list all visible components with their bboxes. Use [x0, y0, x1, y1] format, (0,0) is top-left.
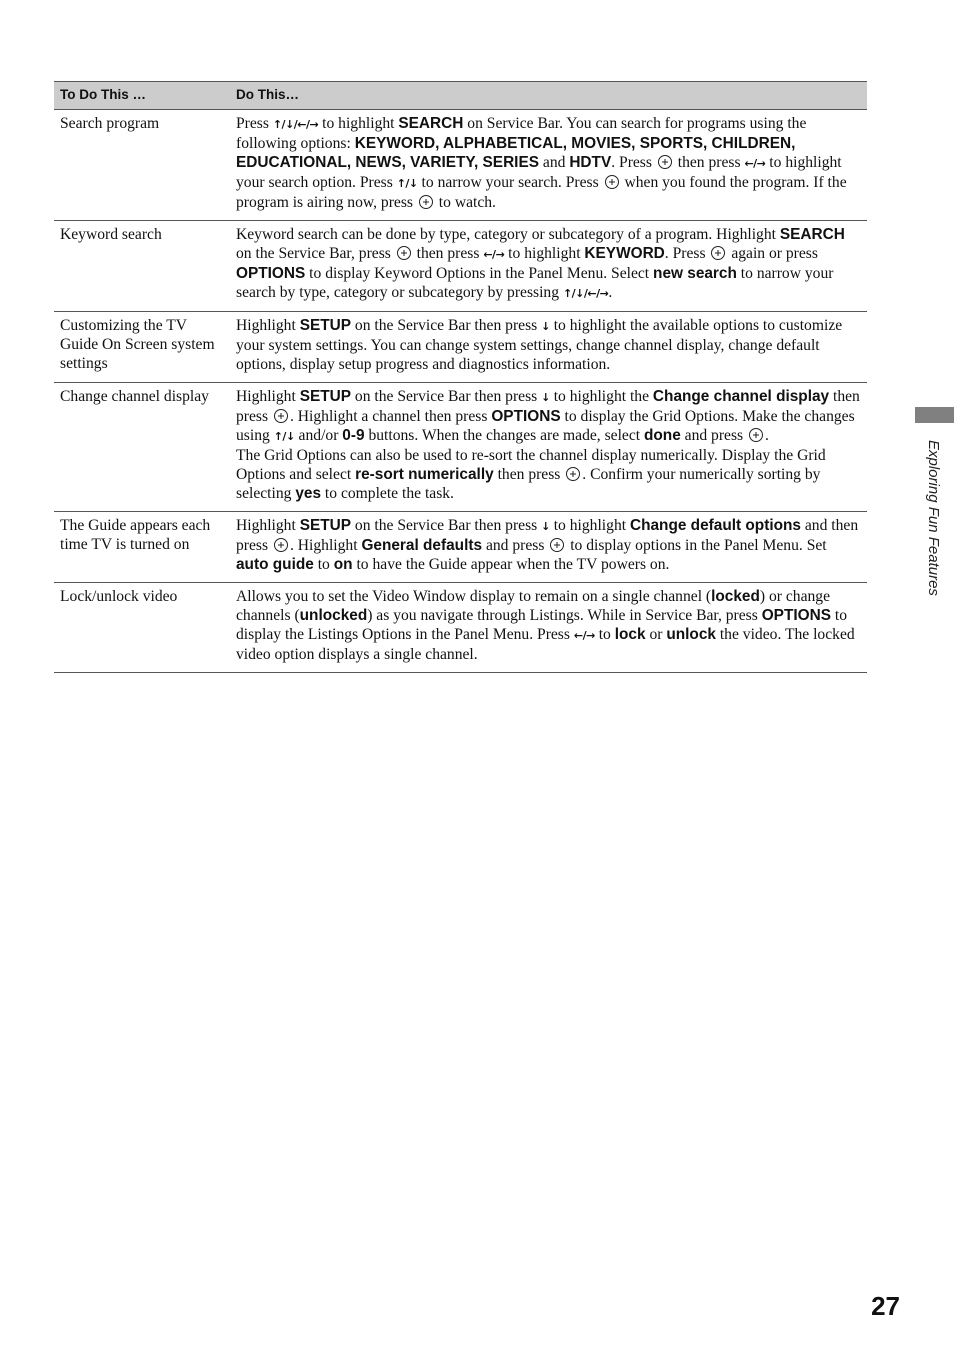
enter-button-icon [658, 155, 672, 169]
instruction-text: then press [412, 245, 484, 262]
instruction-text: then press [673, 154, 745, 171]
keyword-label: lock [614, 626, 646, 643]
table-body [54, 110, 867, 673]
instruction-text: Allows you to set the Video Window display to remain on a single channel ( [236, 588, 712, 605]
enter-button-icon [397, 246, 411, 260]
instruction-text: to narrow your search by type, category or subcategory by pressing [236, 265, 834, 301]
instruction-text: on the Service Bar, press [236, 245, 395, 262]
keyword-label: re-sort numerically [355, 466, 494, 483]
instruction-text: . Confirm your numerically sorting by selecting [236, 466, 821, 502]
instruction-text: to complete the task. [321, 485, 454, 502]
instruction-text: to narrow your search. Press [417, 174, 603, 191]
instruction-text: to display Keyword Options in the Panel Menu. Select [305, 265, 654, 282]
instruction-text: Highlight [236, 388, 300, 405]
instruction-text: on Service Bar. You can search for programs using the following options: [236, 115, 807, 152]
arrow-buttons-icon: ↑/↓/←/→ [272, 118, 319, 131]
instruction-text: to highlight the available options to customize your system settings. You can change system settings, change channel display, change default options, display setup progress and diagnostics information. [236, 317, 843, 373]
table-row [54, 221, 867, 312]
row-instructions [230, 383, 867, 512]
keyword-label: 0-9 [342, 427, 365, 444]
instruction-text: when you found the program. If the program is airing now, press [236, 174, 847, 211]
enter-button-icon [550, 538, 564, 552]
table-header [54, 82, 867, 110]
instruction-text: and press [482, 537, 549, 554]
keyword-label: auto guide [236, 556, 314, 573]
instruction-text: . Highlight [289, 537, 362, 554]
arrow-buttons-icon: ↑/↓ [396, 177, 418, 190]
instruction-text: to highlight [504, 245, 585, 262]
instruction-text: on the Service Bar then press [351, 517, 542, 534]
enter-button-icon [605, 175, 619, 189]
arrow-buttons-icon: ↑/↓ [273, 430, 295, 443]
keyword-label: OPTIONS [491, 408, 561, 425]
row-instructions [230, 583, 867, 673]
section-side-label-text: Exploring Fun Features [925, 440, 942, 596]
enter-button-icon [274, 538, 288, 552]
instruction-text: . Highlight a channel then press [289, 408, 492, 425]
row-task: Keyword search [54, 221, 230, 312]
instruction-text: ) or change channels ( [236, 588, 831, 624]
arrow-buttons-icon: ↓ [541, 320, 550, 333]
instruction-text: to highlight your search option. Press [236, 154, 842, 191]
arrow-buttons-icon: ←/→ [483, 248, 505, 261]
arrow-buttons-icon: ←/→ [744, 157, 766, 170]
instruction-text: . [608, 284, 613, 301]
instruction-text: or [645, 626, 667, 643]
keyword-label: OPTIONS [761, 607, 831, 624]
arrow-buttons-icon: ↓ [541, 520, 550, 533]
instruction-text: . Press [611, 154, 656, 171]
keyword-label: done [643, 427, 681, 444]
enter-button-icon [566, 467, 580, 481]
instruction-text: to display the Grid Options. Make the changes using [236, 408, 855, 444]
table-row [54, 312, 867, 383]
enter-button-icon [419, 195, 433, 209]
keyword-label: KEYWORD [584, 245, 665, 262]
instruction-text: The Grid Options can also be used to re-sort the channel display numerically. Display the Grid Options and select [236, 447, 826, 483]
keyword-label: unlocked [299, 607, 368, 624]
row-instructions [230, 312, 867, 383]
instruction-text: again or press [727, 245, 818, 262]
header-to-do-this: To Do This … [54, 82, 230, 110]
instruction-text: Highlight [236, 517, 300, 534]
row-task: Change channel display [54, 383, 230, 512]
arrow-buttons-icon: ←/→ [573, 629, 595, 642]
enter-button-icon [711, 246, 725, 260]
table-row [54, 583, 867, 673]
instruction-text: to [313, 556, 334, 573]
arrow-buttons-icon: ↑/↓/←/→ [562, 287, 609, 300]
keyword-label: Change channel display [652, 388, 830, 405]
arrow-buttons-icon: ↓ [541, 391, 550, 404]
table-row [54, 512, 867, 583]
instruction-text: on the Service Bar then press [351, 388, 542, 405]
instruction-text: and [539, 154, 570, 171]
row-instructions [230, 512, 867, 583]
section-tab-marker [915, 407, 954, 423]
keyword-label: SEARCH [779, 226, 845, 243]
keyword-label: KEYWORD, ALPHABETICAL, MOVIES, SPORTS, CHILDREN, EDUCATIONAL, NEWS, VARIETY, SERIES [236, 135, 796, 171]
keyword-label: locked [711, 588, 760, 605]
table-header-row [54, 82, 867, 110]
row-instructions [230, 221, 867, 312]
instruction-text: . [765, 427, 769, 444]
instruction-text: the video. The locked video option displays a single channel. [236, 626, 855, 663]
enter-button-icon [749, 428, 763, 442]
keyword-label: OPTIONS [236, 265, 306, 282]
row-task: Search program [54, 110, 230, 221]
enter-button-icon [274, 409, 288, 423]
keyword-label: HDTV [569, 154, 612, 171]
instructions-table [54, 81, 867, 673]
instruction-text: and then press [236, 517, 859, 554]
instruction-text: to display options in the Panel Menu. Set [566, 537, 827, 554]
instruction-text: . Press [664, 245, 710, 262]
instruction-text: and/or [294, 427, 343, 444]
instruction-text: then press [493, 466, 565, 483]
instruction-text: to display the Listings Options in the Panel Menu. Press [236, 607, 847, 643]
keyword-label: Change default options [629, 517, 801, 534]
keyword-label: SEARCH [398, 115, 464, 132]
instruction-text: Keyword search can be done by type, category or subcategory of a program. Highlight [236, 226, 780, 243]
row-task: Lock/unlock video [54, 583, 230, 673]
keyword-label: SETUP [299, 317, 351, 334]
instruction-text: to have the Guide appear when the TV powers on. [352, 556, 670, 573]
instruction-text: Highlight [236, 317, 300, 334]
keyword-label: SETUP [299, 517, 351, 534]
keyword-label: SETUP [299, 388, 351, 405]
instruction-text: to highlight [549, 517, 630, 534]
keyword-label: unlock [666, 626, 716, 643]
row-instructions [230, 110, 867, 221]
section-side-label [924, 440, 942, 632]
page-number: 27 [871, 1291, 900, 1321]
header-do-this: Do This… [230, 82, 867, 110]
instruction-text: to watch. [434, 194, 496, 211]
instruction-text: buttons. When the changes are made, select [364, 427, 644, 444]
row-task: The Guide appears each time TV is turned on [54, 512, 230, 583]
keyword-label: new search [653, 265, 737, 282]
instruction-text: Press [236, 115, 273, 132]
instruction-text: to highlight [318, 115, 399, 132]
instruction-text: to [594, 626, 615, 643]
instruction-text: and press [680, 427, 748, 444]
row-task: Customizing the TV Guide On Screen system settings [54, 312, 230, 383]
keyword-label: General defaults [361, 537, 483, 554]
instruction-text: on the Service Bar then press [351, 317, 542, 334]
table-row [54, 383, 867, 512]
instruction-text: ) as you navigate through Listings. While in Service Bar, press [367, 607, 762, 624]
keyword-label: on [333, 556, 353, 573]
table-row [54, 110, 867, 221]
keyword-label: yes [295, 485, 322, 502]
instruction-text: to highlight the [549, 388, 653, 405]
instruction-text: then press [236, 388, 860, 425]
